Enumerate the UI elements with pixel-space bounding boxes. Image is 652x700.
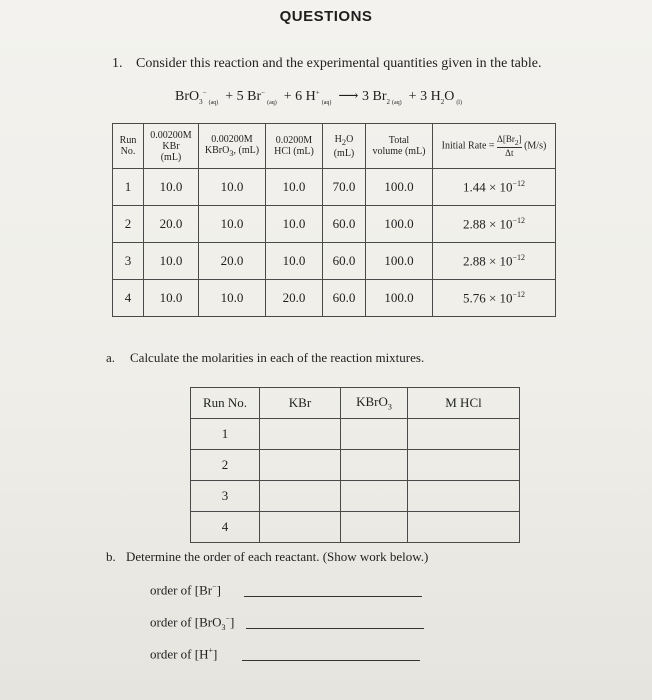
answer-cell[interactable] xyxy=(260,450,341,481)
experimental-data-table xyxy=(112,123,556,317)
page-title: QUESTIONS xyxy=(279,8,373,25)
header-kbr: 0.00200M KBr (mL) xyxy=(144,124,199,169)
table-row: 3 xyxy=(191,481,520,512)
answer-cell[interactable] xyxy=(260,481,341,512)
molarity-table xyxy=(190,387,520,543)
order-h: order of [H+] xyxy=(150,646,217,662)
rate-value: $2.88 \times 10^{-12}$ xyxy=(433,206,556,243)
header-initial-rate: Initial Rate = $\frac{\Delta[Br_2]}{\Delta t} (M/s)$ xyxy=(433,124,556,169)
table-row: 2 20.0 10.0 10.0 60.0 100.0 $2.88 \times 10^{-12}$ xyxy=(113,206,556,243)
table-row: 3 10.0 20.0 10.0 60.0 100.0 $2.88 \times 10^{-12}$ xyxy=(113,243,556,280)
table-row: 1 xyxy=(191,419,520,450)
reaction-equation: BrO$_3$−$_{(aq)}$ + 5 $Br^-_{(aq)} + 6$ $H^+_{(aq)}$ ⟶ 3 $Br_2$ $_{(aq)}$ + 3 $H_2O$ $_{(l)}$ xyxy=(175,88,462,106)
reaction-arrow: ⟶ xyxy=(338,89,359,104)
answer-cell[interactable] xyxy=(341,512,408,543)
header-hcl: 0.0200M HCl (mL) xyxy=(266,124,323,169)
table-header-row xyxy=(113,124,556,169)
answer-cell[interactable] xyxy=(408,450,520,481)
answer-cell[interactable] xyxy=(408,512,520,543)
answer-cell[interactable] xyxy=(408,481,520,512)
answer-cell[interactable] xyxy=(260,419,341,450)
question-1 xyxy=(112,56,542,72)
order-br: order of [Br−] xyxy=(150,582,221,598)
answer-cell[interactable] xyxy=(408,419,520,450)
part-b-text: Determine the order of each reactant. (Show work below.) xyxy=(126,549,429,564)
answer-cell[interactable] xyxy=(341,481,408,512)
part-b: b. Determine the order of each reactant. (Show work below.) xyxy=(106,549,429,564)
header-run: Run No. xyxy=(113,124,144,169)
answer-line[interactable] xyxy=(246,628,424,629)
table-row: 2 xyxy=(191,450,520,481)
rate-value: $5.76 \times 10^{-12}$ xyxy=(433,280,556,317)
rate-value: $1.44 \times 10^{-12}$ xyxy=(433,169,556,206)
rate-value: $2.88 \times 10^{-12}$ xyxy=(433,243,556,280)
part-a: a. Calculate the molarities in each of the reaction mixtures. xyxy=(106,350,425,365)
part-a-text: Calculate the molarities in each of the reaction mixtures. xyxy=(130,350,425,365)
question-number: 1. xyxy=(112,56,123,71)
table-row: 4 xyxy=(191,512,520,543)
order-bro3: order of [BrO$_3$−] xyxy=(150,614,234,632)
table-row: 4 10.0 10.0 20.0 60.0 100.0 $5.76 \times 10^{-12}$ xyxy=(113,280,556,317)
answer-cell[interactable] xyxy=(341,419,408,450)
molarity-header-row: Run No. KBr KBrO$_3$ M HCl xyxy=(191,388,520,419)
rate-fraction: $\frac{\Delta[Br_2]}{\Delta t}$ xyxy=(497,133,522,159)
header-kbro3: 0.00200M KBrO$_3$, (mL) xyxy=(199,124,266,169)
table-row: 1 10.0 10.0 10.0 70.0 100.0 $1.44 \times 10^{-12}$ xyxy=(113,169,556,206)
question-text: Consider this reaction and the experimental quantities given in the table. xyxy=(136,56,542,71)
header-total-volume: Total volume (mL) xyxy=(366,124,433,169)
answer-cell[interactable] xyxy=(341,450,408,481)
answer-cell[interactable] xyxy=(260,512,341,543)
answer-line[interactable] xyxy=(244,596,422,597)
header-h2o: $H_2O$ (mL) xyxy=(323,124,366,169)
answer-line[interactable] xyxy=(242,660,420,661)
